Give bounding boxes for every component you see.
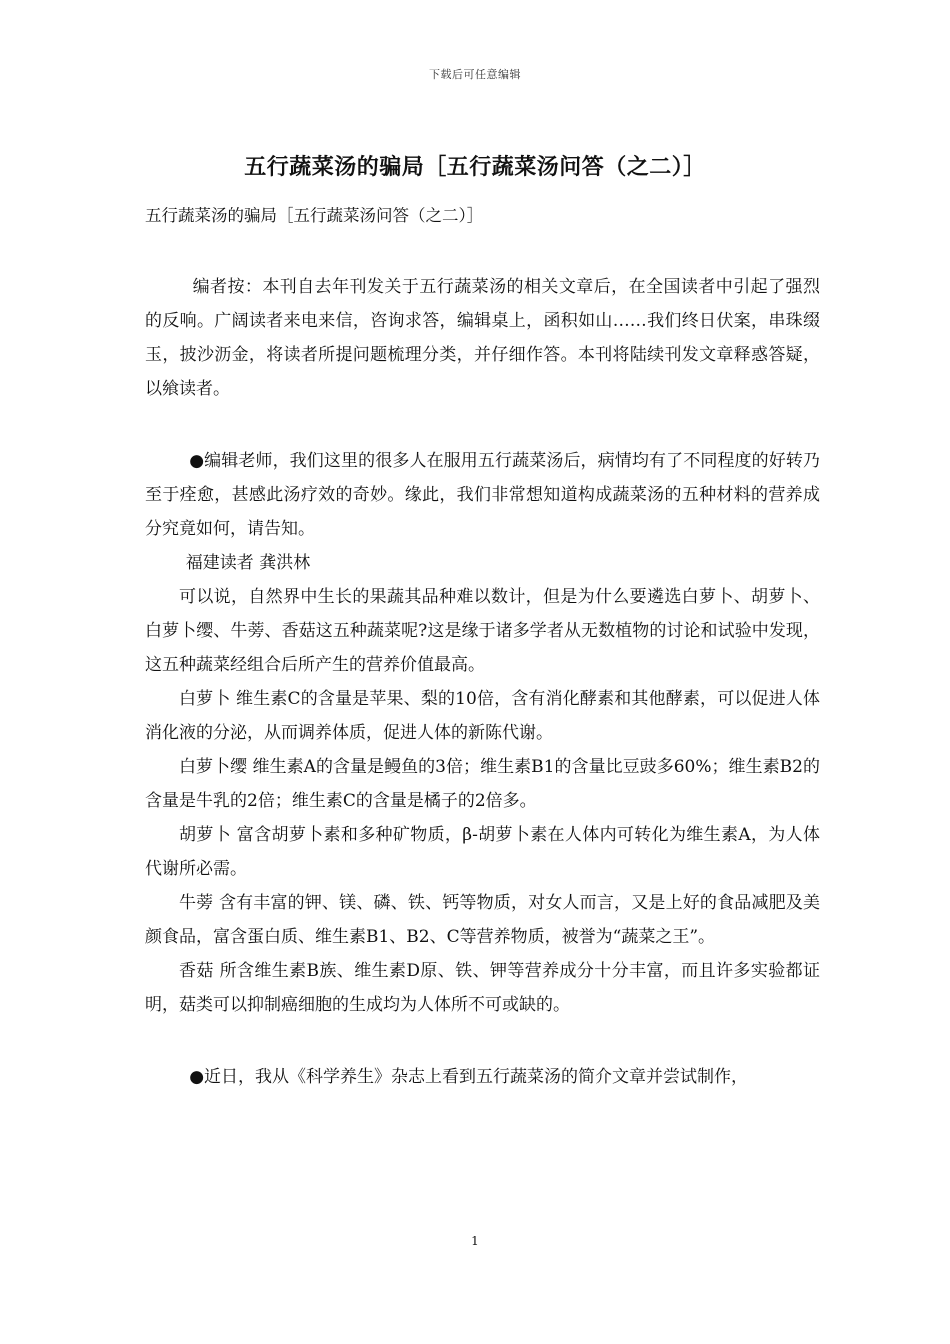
- header-note: 下载后可任意编辑: [429, 68, 521, 81]
- subtitle: 五行蔬菜汤的骗局［五行蔬菜汤问答（之二）］: [145, 206, 484, 225]
- question-author: 福建读者 龚洪林: [185, 553, 311, 573]
- page-title: 五行蔬菜汤的骗局［五行蔬菜汤问答（之二）］: [244, 155, 706, 180]
- question-paragraph-2: ●近日，我从《科学养生》杂志上看到五行蔬菜汤的简介文章并尝试制作，: [189, 1067, 749, 1087]
- white-radish-paragraph: 白萝卜 维生素C的含量是苹果、梨的10倍，含有消化酵素和其他酵素，可以促进人体消化液的分泌，从而调养体质，促进人体的新陈代谢。: [145, 689, 820, 743]
- answer-intro-paragraph: 可以说，自然界中生长的果蔬其品种难以数计，但是为什么要遴选白萝卜、胡萝卜、白萝卜缨、牛蒡、香菇这五种蔬菜呢?这是缘于诸多学者从无数植物的讨论和试验中发现，这五种蔬菜经组合后所产生的营养价值最高。: [145, 587, 820, 675]
- editor-note-paragraph: 编者按：本刊自去年刊发关于五行蔬菜汤的相关文章后，在全国读者中引起了强烈的反响。广阔读者来电来信，咨询求答，编辑桌上，函积如山……我们终日伏案，串珠缀玉，披沙沥金，将读者所提问题梳理分类，并仔细作答。本刊将陆续刊发文章释惑答疑，以飨读者。: [145, 277, 820, 399]
- page-number: 1: [471, 1234, 479, 1248]
- carrot-paragraph: 胡萝卜 富含胡萝卜素和多种矿物质，β-胡萝卜素在人体内可转化为维生素A，为人体代谢所必需。: [145, 825, 820, 879]
- article-body: [145, 270, 820, 1094]
- question-paragraph: ●编辑老师，我们这里的很多人在服用五行蔬菜汤后，病情均有了不同程度的好转乃至于痊愈，甚感此汤疗效的奇妙。缘此，我们非常想知道构成蔬菜汤的五种材料的营养成分究竟如何，请告知。: [145, 451, 820, 539]
- paragraph-gap: [145, 1022, 820, 1060]
- paragraph-gap: [145, 406, 820, 444]
- burdock-paragraph: 牛蒡 含有丰富的钾、镁、磷、铁、钙等物质，对女人而言，又是上好的食品减肥及美颜食品，富含蛋白质、维生素B1、B2、C等营养物质，被誉为“蔬菜之王”。: [145, 893, 820, 947]
- radish-leaves-paragraph: 白萝卜缨 维生素A的含量是鳗鱼的3倍；维生素B1的含量比豆豉多60%；维生素B2的含量是牛乳的2倍；维生素C的含量是橘子的2倍多。: [145, 757, 820, 811]
- mushroom-paragraph: 香菇 所含维生素B族、维生素D原、铁、钾等营养成分十分丰富，而且许多实验都证明，菇类可以抑制癌细胞的生成均为人体所不可或缺的。: [145, 961, 820, 1015]
